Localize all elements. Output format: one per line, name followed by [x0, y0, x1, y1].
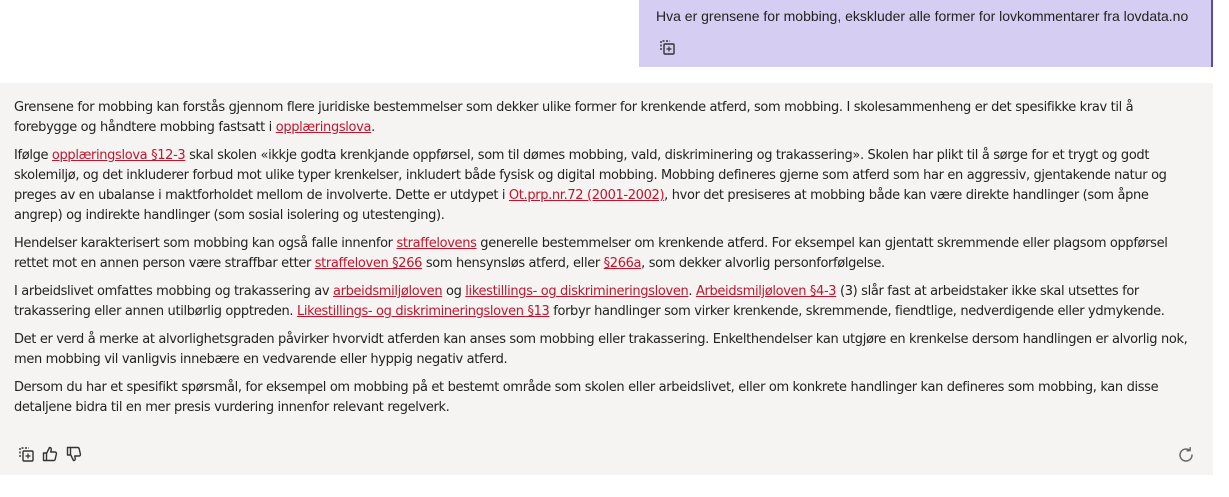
answer-paragraph-5 — [14, 330, 1199, 370]
regenerate-icon[interactable] — [1177, 446, 1195, 464]
text-segment: Grensene for mobbing kan forstås gjennom flere juridiske bestemmelser som dekker ulike former for krenkende atferd, som mobbing. I skolesammenheng er det spesifikke krav til å forebygge og håndtere mobbing fastsatt i — [14, 100, 1134, 135]
link-opplaeringslova[interactable]: opplæringslova — [275, 120, 372, 135]
user-message-bubble — [639, 0, 1213, 67]
copy-icon[interactable] — [17, 445, 35, 463]
text-segment: I arbeidslivet omfattes mobbing og trakassering av — [14, 284, 334, 299]
link-straffelovens[interactable]: straffelovens — [396, 236, 477, 251]
text-segment: forbyr handlinger som virker krenkende, skremmende, fiendtlige, nedverdigende eller ydmykende. — [549, 304, 1165, 319]
link-opplaeringslova-12-3[interactable]: opplæringslova §12-3 — [51, 148, 186, 163]
text-segment: (3) slår fast at arbeidstaker ikke skal utsettes for trakassering eller annen utilbørlig opptreden. — [14, 284, 1139, 319]
text-segment: skal skolen «ikkje godta krenkjande oppførsel, som til dømes mobbing, vald, diskriminering og trakassering». Skolen har plikt til å sørge for et trygt og godt skolemiljø, og det inkluderer forbud mot ulike typer krenkelser, inkludert både fysisk og digital mobbing. Mobbing defineres gjerne som atferd som har en aggressiv, gjentakende natur og preges av en ubalanse i maktforholdet mellom de involverte. Dette er utdypet i — [14, 148, 1167, 203]
text-segment: Ifølge — [14, 148, 52, 163]
text-segment: , hvor det presiseres at mobbing både kan være direkte handlinger (som åpne angrep) og indirekte handlinger (som sosial isolering og utestenging). — [14, 188, 1149, 223]
text-segment: , som dekker alvorlig personforfølgelse. — [641, 256, 885, 271]
copy-icon[interactable] — [658, 38, 676, 56]
link-arbeidsmiljoloven[interactable]: arbeidsmiljøloven — [333, 284, 443, 299]
user-message-text: Hva er grensene for mobbing, ekskluder alle former for lovkommentarer fra lovdata.no — [656, 8, 1189, 24]
answer-paragraph-3 — [14, 234, 1199, 274]
link-straffeloven-266[interactable]: straffeloven §266 — [314, 256, 423, 271]
text-segment: . — [371, 120, 375, 135]
text-segment: Det er verd å merke at alvorlighetsgraden påvirker hvorvidt atferden kan anses som mobbing eller trakassering. Enkelthendelser kan utgjøre en krenkelse dersom handlingen er alvorlig nok, men mobbing vil vanligvis innebære en vedvarende eller hyppig negativ atferd. — [14, 332, 1188, 367]
text-segment: som hensynsløs atferd, eller — [422, 256, 604, 271]
text-segment: Hendelser karakterisert som mobbing kan også falle innenfor — [14, 236, 397, 251]
text-segment: og — [442, 284, 466, 299]
link-likestillingsloven[interactable]: likestillings- og diskrimineringsloven — [465, 284, 689, 299]
answer-body — [14, 98, 1199, 426]
thumbs-down-icon[interactable] — [65, 445, 83, 463]
link-likestillingsloven-13[interactable]: Likestillings- og diskrimineringsloven §13 — [296, 304, 550, 319]
assistant-answer — [0, 83, 1213, 475]
answer-paragraph-4 — [14, 282, 1199, 322]
text-segment: . — [688, 284, 696, 299]
answer-paragraph-6 — [14, 378, 1199, 418]
link-arbeidsmiljoloven-4-3[interactable]: Arbeidsmiljøloven §4-3 — [695, 284, 837, 299]
text-segment: Dersom du har et spesifikt spørsmål, for eksempel om mobbing på et bestemt område som skolen eller arbeidslivet, eller om konkrete handlinger kan defineres som mobbing, kan disse detaljene bidra til en mer presis vurdering innenfor relevant regelverk. — [14, 380, 1159, 415]
answer-paragraph-2 — [14, 146, 1199, 226]
link-ot-prp-72[interactable]: Ot.prp.nr.72 (2001-2002) — [508, 188, 665, 203]
thumbs-up-icon[interactable] — [41, 445, 59, 463]
answer-paragraph-1 — [14, 98, 1199, 138]
text-segment: generelle bestemmelser om krenkende atferd. For eksempel kan gjentatt skremmende eller plagsom oppførsel rettet mot en annen person være straffbar etter — [14, 236, 1168, 271]
link-266a[interactable]: §266a — [603, 256, 642, 271]
